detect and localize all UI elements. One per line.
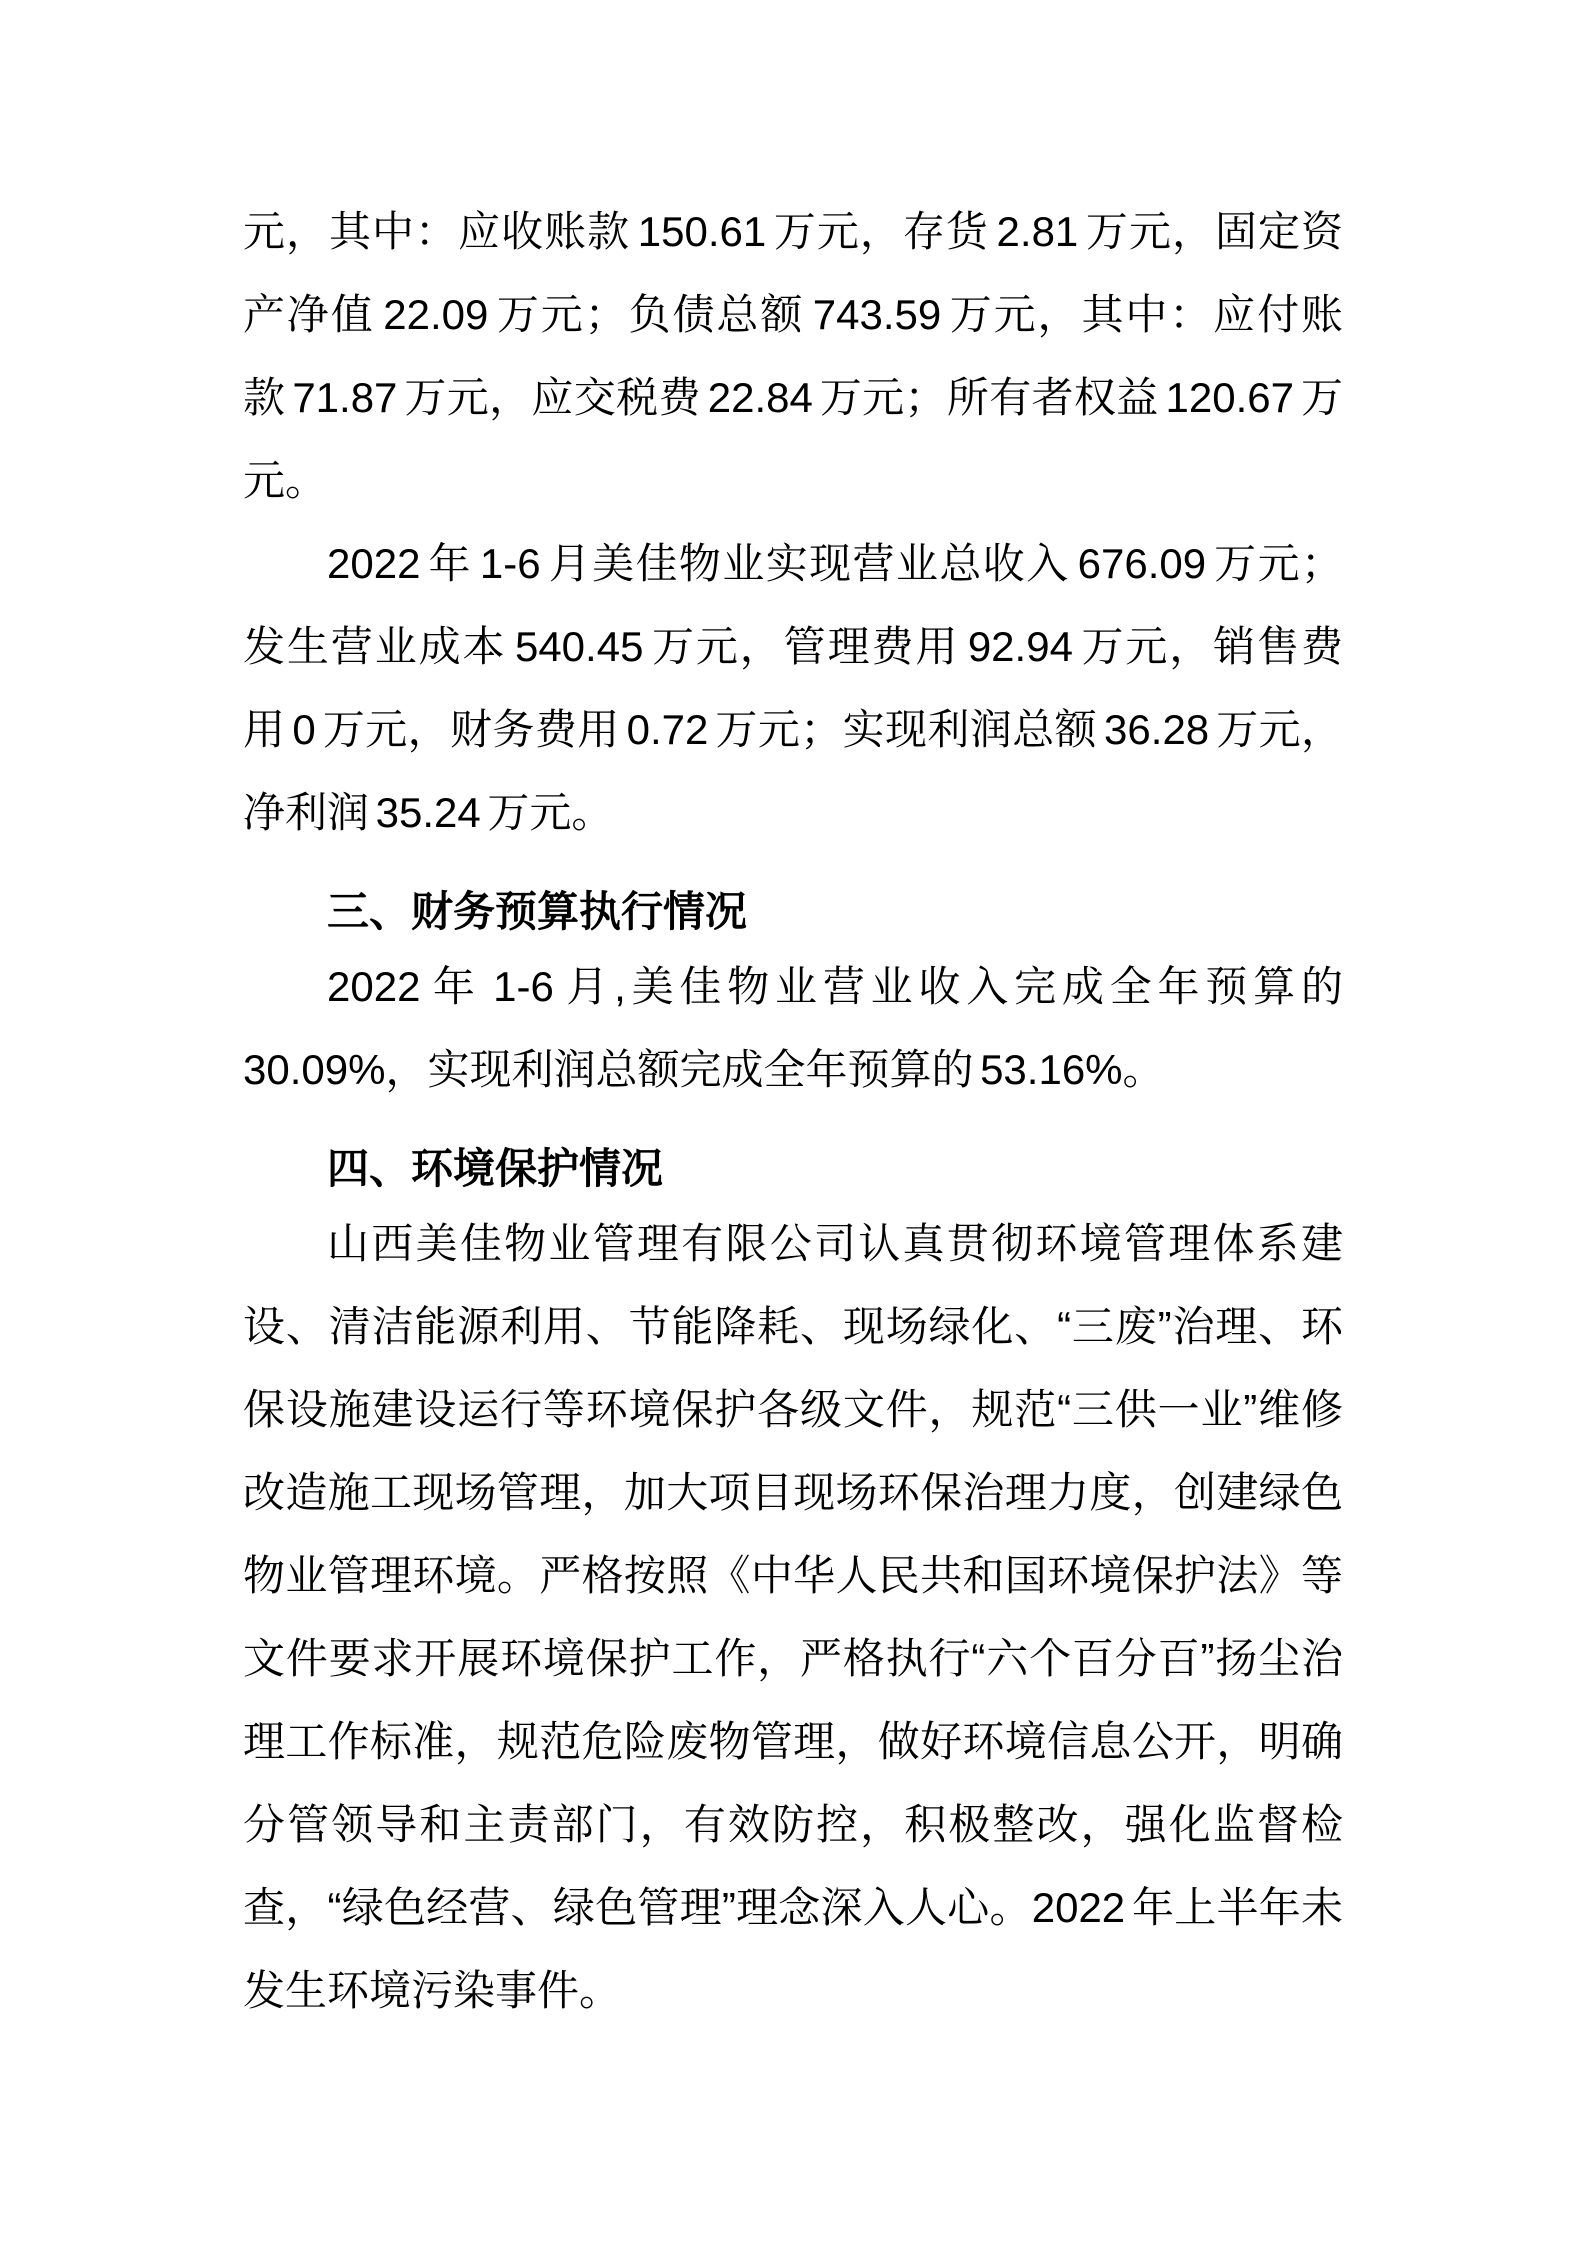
paragraph-environmental-protection: 山西美佳物业管理有限公司认真贯彻环境管理体系建设、清洁能源利用、节能降耗、现场绿化、“三废”治理、环保设施建设运行等环境保护各级文件，规范“三供一业”维修改造施工现场管理，加大项目现场环保治理力度，创建绿色物业管理环境。严格按照《中华人民共和国环境保护法》等文件要求开展环境保护工作，严格执行“六个百分百”扬尘治理工作标准，规范危险废物管理，做好环境信息公开，明确分管领导和主责部门，有效防控，积极整改，强化监督检查，“绿色经营、绿色管理”理念深入人心。2022 年上半年未发生环境污染事件。 xyxy=(243,1220,1343,2014)
heading-budget-execution: 三、财务预算执行情况 xyxy=(327,888,748,935)
paragraph-balance-sheet-continuation: 元，其中：应收账款 150.61 万元，存货 2.81 万元，固定资产净值 22.09 万元；负债总额 743.59 万元，其中：应付账款 71.87 万元，应交税费 22.84 万元；所有者权益 120.67 万元。 xyxy=(243,208,1343,504)
heading-environmental-protection: 四、环境保护情况 xyxy=(327,1145,664,1192)
document-content xyxy=(243,190,1343,2032)
paragraph-budget-execution: 2022 年 1-6 月,美佳物业营业收入完成全年预算的 30.09%，实现利润总额完成全年预算的 53.16%。 xyxy=(243,963,1343,1093)
paragraph-operating-results: 2022 年 1-6 月美佳物业实现营业总收入 676.09 万元；发生营业成本 540.45 万元，管理费用 92.94 万元，销售费用 0 万元，财务费用 0.72 万元；实现利润总额 36.28 万元，净利润 35.24 万元。 xyxy=(243,540,1343,836)
